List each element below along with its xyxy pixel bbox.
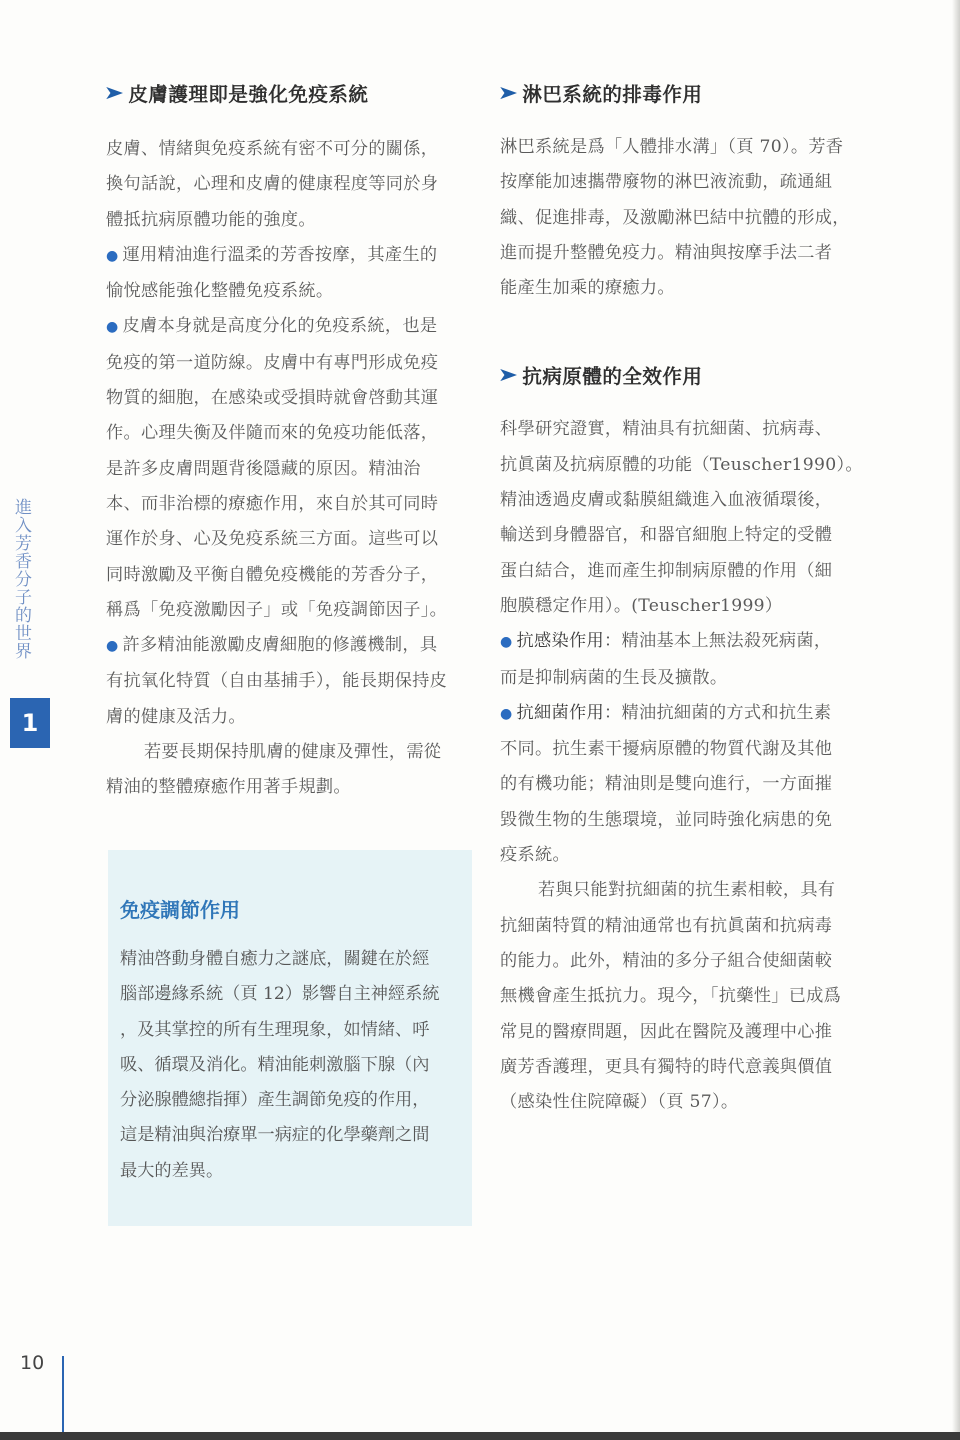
text-line: 若要長期保持肌膚的健康及彈性，需從 xyxy=(144,742,442,763)
text-line: 精油的整體療癒作用著手規劃。 xyxy=(106,777,351,798)
bullet-dot-icon: ● xyxy=(106,247,119,264)
text-line: 無機會產生抵抗力。現今，「抗藥性」已成爲 xyxy=(500,986,842,1007)
bullet-paragraph-skin-immune xyxy=(106,309,472,628)
text-line: 蛋白結合，進而產生抑制病原體的作用（細 xyxy=(500,560,833,581)
heading-text: 抗病原體的全效作用 xyxy=(522,365,703,389)
intro-paragraph xyxy=(106,132,472,238)
text-line: 吸、循環及消化。精油能刺激腦下腺（內 xyxy=(120,1054,430,1075)
text-line: 這是精油與治療單一病症的化學藥劑之間 xyxy=(120,1125,430,1146)
text-line: 輸送到身體器官，和器官細胞上特定的受體 xyxy=(500,525,833,546)
section-heading-lymph xyxy=(497,76,870,110)
arrow-bullet-icon: ➤ xyxy=(103,82,125,104)
text-line: （感染性住院障礙）（頁 57）。 xyxy=(500,1092,739,1113)
text-line: 若與只能對抗細菌的抗生素相較，具有 xyxy=(538,880,836,901)
box-body xyxy=(120,942,468,1189)
research-paragraph xyxy=(500,412,870,624)
text-line: 是許多皮膚問題背後隱藏的原因。精油治 xyxy=(106,458,421,479)
scan-bottom-edge xyxy=(0,1432,960,1440)
text-line: 能產生加乘的療癒力。 xyxy=(500,278,675,299)
text-line: 胞膜穩定作用）。(Teuscher1999） xyxy=(500,595,783,616)
text-line: 的有機功能；精油則是雙向進行，一方面摧 xyxy=(500,774,833,795)
text-line: 運用精油進行溫柔的芳香按摩，其產生的 xyxy=(122,244,438,265)
text-line: 抗細菌特質的精油通常也有抗眞菌和抗病毒 xyxy=(500,915,833,936)
text-line: 愉悅感能強化整體免疫系統。 xyxy=(106,281,334,302)
text-line: 本、而非治標的療癒作用，來自於其可同時 xyxy=(106,493,439,514)
text-line: 按摩能加速攜帶廢物的淋巴液流動，疏通組 xyxy=(500,172,833,193)
text-line: 物質的細胞，在感染或受損時就會啓動其運 xyxy=(106,388,439,409)
section-heading-antipathogen xyxy=(497,358,870,392)
text-line: 皮膚本身就是高度分化的免疫系統，也是 xyxy=(122,316,438,337)
side-section-title: 進入芳香分子的世界 xyxy=(11,498,31,660)
bullet-dot-icon: ● xyxy=(106,319,119,336)
arrow-bullet-icon: ➤ xyxy=(497,364,519,387)
text-line: 作。心理失衡及伴隨而來的免疫功能低落， xyxy=(106,423,439,444)
text-line: 體抵抗病原體功能的強度。 xyxy=(106,209,316,230)
text-line: 科學研究證實，精油具有抗細菌、抗病毒、 xyxy=(500,419,833,440)
bullet-paragraph-antibacterial xyxy=(500,696,870,873)
text-line: 疫系統。 xyxy=(500,845,570,866)
text-line: 的能力。此外，精油的多分子組合使細菌較 xyxy=(500,950,833,971)
text-line: ，及其掌控的所有生理現象，如情緒、呼 xyxy=(120,1019,430,1040)
right-column xyxy=(497,76,870,1120)
footer-divider xyxy=(62,1356,64,1440)
lymph-paragraph xyxy=(500,130,870,306)
text-line: 織、促進排毒，及激勵淋巴結中抗體的形成， xyxy=(500,207,850,228)
text-line: 精油啓動身體自癒力之謎底，關鍵在於經 xyxy=(120,949,430,969)
text-line: 分泌腺體總指揮）產生調節免疫的作用， xyxy=(120,1090,430,1111)
heading-text: 淋巴系統的排毒作用 xyxy=(522,83,703,106)
text-line: 有抗氧化特質（自由基捕手），能長期保持皮 xyxy=(106,671,448,692)
text-line: 最大的差異。 xyxy=(120,1160,224,1181)
bullet-paragraph-massage xyxy=(106,238,472,310)
text-line: 同時激勵及平衡自體免疫機能的芳香分子， xyxy=(106,564,439,585)
left-column xyxy=(103,76,472,806)
bullet-dot-icon: ● xyxy=(106,638,119,655)
bullet-paragraph-repair xyxy=(106,628,472,735)
text-line: 不同。抗生素干擾病原體的物質代謝及其他 xyxy=(500,739,833,760)
closing-paragraph xyxy=(106,735,472,806)
text-line: 廣芳香護理，更具有獨特的時代意義與價值 xyxy=(500,1056,833,1077)
text-line: 換句話說，心理和皮膚的健康程度等同於身 xyxy=(106,174,439,195)
text-line: 而是抑制病菌的生長及擴散。 xyxy=(500,667,728,688)
bullet-dot-icon: ● xyxy=(500,705,513,722)
text-line: 稱爲「免疫激勵因子」或「免疫調節因子」。 xyxy=(106,599,448,620)
bullet-paragraph-antiinfective xyxy=(500,624,870,696)
text-line: 皮膚、情緒與免疫系統有密不可分的關係， xyxy=(106,139,439,159)
text-line: 精油透過皮膚或黏膜組織進入血液循環後， xyxy=(500,490,833,511)
chapter-number-badge: 1 xyxy=(10,698,50,748)
section-heading-skin-care xyxy=(103,76,472,110)
text-line: 淋巴系統是爲「人體排水溝」（頁 70）。芳香 xyxy=(500,137,844,157)
text-line: 許多精油能激勵皮膚細胞的修護機制，具 xyxy=(122,635,438,656)
text-line: 運作於身、心及免疫系統三方面。這些可以 xyxy=(106,529,439,550)
text-line: 常見的醫療問題，因此在醫院及護理中心推 xyxy=(500,1021,833,1042)
closing-paragraph-right xyxy=(500,873,870,1120)
text-line: ：精油抗細菌的方式和抗生素 xyxy=(603,702,832,723)
text-line: 免疫的第一道防線。皮膚中有專門形成免疫 xyxy=(106,352,439,373)
page-edge-shadow xyxy=(952,0,960,1440)
text-line: 膚的健康及活力。 xyxy=(106,706,246,727)
text-line: ：精油基本上無法殺死病菌， xyxy=(603,631,832,652)
text-line: 進而提升整體免疫力。精油與按摩手法二者 xyxy=(500,242,833,263)
text-line: 毀微生物的生態環境，並同時強化病患的免 xyxy=(500,809,833,830)
term-label: 抗感染作用 xyxy=(516,631,604,652)
term-label: 抗細菌作用 xyxy=(516,702,604,723)
box-title: 免疫調節作用 xyxy=(120,898,240,922)
text-line: 抗眞菌及抗病原體的功能（Teuscher1990）。 xyxy=(500,454,863,475)
page-number: 10 xyxy=(20,1352,45,1374)
bullet-dot-icon: ● xyxy=(500,634,513,651)
arrow-bullet-icon: ➤ xyxy=(497,82,519,104)
heading-text: 皮膚護理即是強化免疫系統 xyxy=(128,83,369,106)
immune-regulation-box xyxy=(108,850,472,1226)
text-line: 腦部邊緣系統（頁 12）影響自主神經系統 xyxy=(120,984,440,1005)
